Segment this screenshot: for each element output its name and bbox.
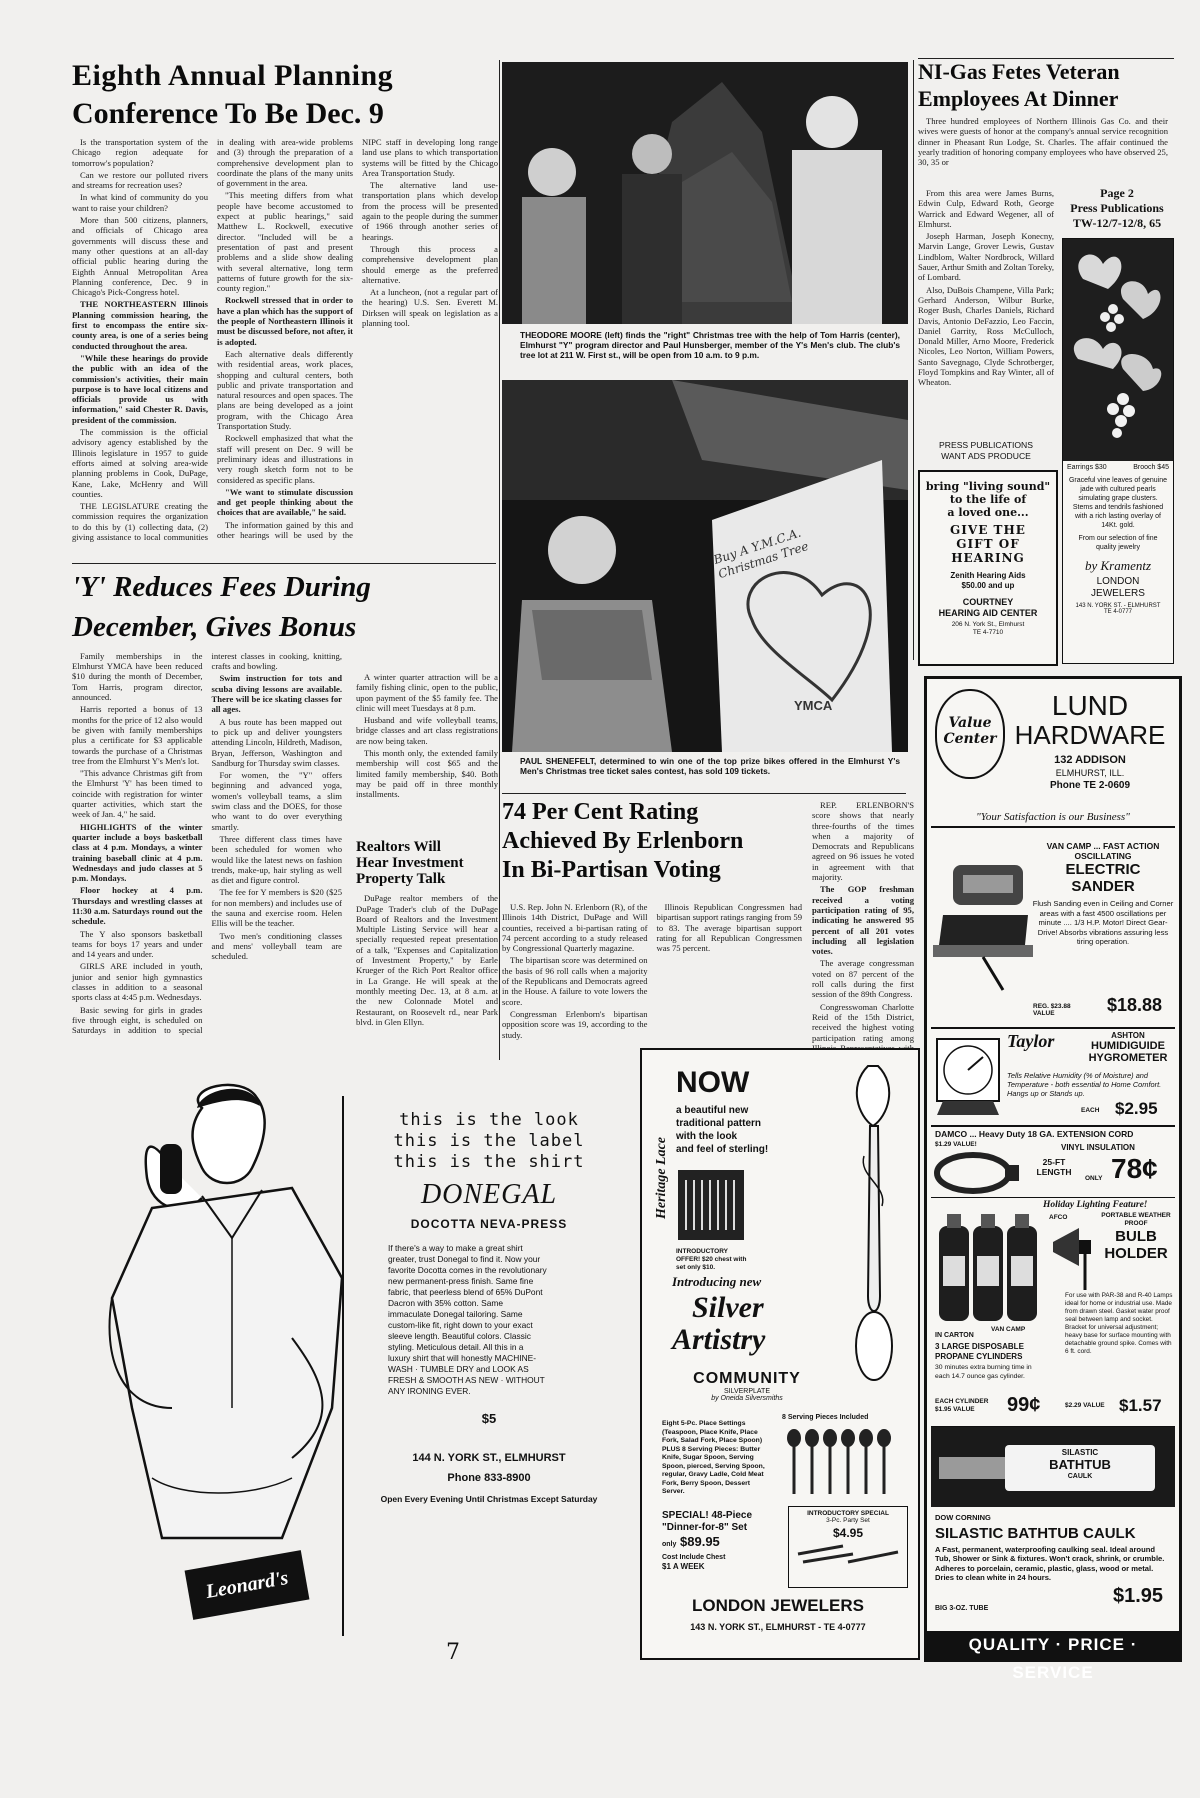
set-description: Eight 5-Pc. Place Settings (Teaspoon, Place Knife, Place Fork, Salad Fork, Place Spoon) PLUS 8 Serving Pieces: Butter Knife, Sugar Spoon, Serving Spoon, pierced, Serving Spoon, regular, Gravy Ladle, Cold Meat Fork, Berry Spoon, Dessert Server. [662, 1420, 765, 1495]
label-line: this is the label [393, 1131, 585, 1151]
leonards-phone: Phone 833-8900 [447, 1472, 531, 1484]
sander-section [931, 837, 1175, 1029]
hearing-line1: bring "living sound" [925, 480, 1051, 493]
bulb-holder-image [1049, 1222, 1099, 1292]
sander-desc: Flush Sanding even in Ceiling and Corner areas with a fast 4500 oscillations per minute .... 1/3 H.P. Motor! Direct Gear-Drive! Absorbs vibrations assuring less tiring operation. [1032, 899, 1174, 946]
now-heading: NOW [676, 1066, 750, 1099]
realtors-headline-line1: Realtors Will [356, 839, 441, 855]
vine-leaf-jewelry-image [1063, 239, 1173, 461]
realtors-headline-line3: Property Talk [356, 870, 446, 887]
look-line: this is the look [399, 1110, 579, 1130]
nigas-footer [918, 440, 1054, 466]
folio-publication: Press Publications [1070, 201, 1164, 215]
bulb-title1: BULB [1115, 1228, 1157, 1245]
ymca-headline-line1: 'Y' Reduces Fees During [72, 571, 371, 603]
planning-headline-line2: Conference To Be Dec. 9 [72, 96, 384, 130]
erlenborn-headline-line3: In Bi-Partisan Voting [502, 857, 721, 884]
special-only: only [662, 1541, 677, 1548]
taylor-logo: Taylor [1007, 1031, 1055, 1051]
now-line4: and feel of sterling! [676, 1144, 769, 1155]
hearing-aid-ad [918, 470, 1058, 666]
silver-title: Silver [692, 1291, 764, 1324]
leonards-address: 144 N. YORK ST., ELMHURST [412, 1452, 566, 1464]
hyg-title2: HYGROMETER [1088, 1052, 1168, 1064]
lund-phone: Phone TE 2-0609 [1049, 780, 1131, 791]
lund-slogan: "Your Satisfaction is our Business" [931, 811, 1175, 828]
hygrometer-image [933, 1035, 1003, 1119]
ymca-sign-text: YMCA [794, 698, 833, 713]
man-on-phone-illustration [92, 1078, 352, 1548]
silver-address: 143 N. YORK ST., ELMHURST - TE 4-0777 [690, 1622, 866, 1632]
propane-bulb-section [931, 1197, 1175, 1428]
extension-cord-section [931, 1127, 1175, 1197]
hyg-title1: HUMIDIGUIDE [1091, 1040, 1165, 1052]
caulk-brand: DOW CORNING [935, 1513, 991, 1522]
realtors-headline-line2: Hear Investment [356, 854, 464, 871]
bulb-sub: PORTABLE WEATHER PROOF [1101, 1212, 1171, 1227]
bulb-brand: AFCO [1049, 1214, 1068, 1221]
community-brand: COMMUNITY [693, 1370, 801, 1387]
ymca-continued: A winter quarter attraction will be a family fishing clinic, open to the public, upon payment of the $5 family fee. The clinic will meet Tuesdays at 8 p.m. Husband and wife volleyball teams, bridge classes and art class registrations are now being taken. This month only, the extended family membership will cost $65 and the limited family membership, $40. Both may be paid off in three monthly installments. [356, 672, 498, 800]
now-line2: traditional pattern [676, 1118, 762, 1129]
lund-hardware-ad [924, 676, 1182, 1682]
hearing-address: 206 N. York St., Elmhurst [951, 621, 1025, 628]
cord-image [933, 1151, 1023, 1195]
folio-edition: TW-12/7-12/8, 65 [1072, 216, 1162, 230]
nigas-intro: Three hundred employees of Northern Illinois Gas Co. and their wives were guests of honor at the company's annual service recognition dinner in Pheasant Run Lodge, St. Charles. The affair continued the yearly tradition of honoring company employees who have observed 25, 30, 35 or [918, 116, 1168, 168]
special-line1: SPECIAL! 48-Piece [662, 1510, 753, 1521]
courtney-name: COURTNEY [962, 597, 1014, 607]
zenith-aids: Zenith Hearing Aids [950, 571, 1026, 580]
rule-photo-bottom [502, 793, 906, 794]
now-line3: with the look [676, 1131, 738, 1142]
ymca-body: Family memberships in the Elmhurst YMCA have been reduced $10 during the month of December, Tom Harris, program director, announced. Harris reported a bonus of 13 months for the price of 12 also would be given with family memberships plus a certificate for $3 applicable towards the purchase of a Christmas tree from the Elmhurst Y's Men's lot. "This advance Christmas gift from the Elmhurst 'Y' has been timed to coincide with registration for winter quarter activities, which start the week of Jan. 4," he said. HIGHLIGHTS of the winter quarter include a boys basketball class at 4 p.m. Mondays, a winter training baseball clinic at 4 p.m. Wednesdays and judo classes at 5 p.m. Mondays. Floor hockey at 4 p.m. Thursdays and wrestling classes at 11:30 a.m. Saturdays round out the schedule. The Y also sponsors basketball teams for boys 17 years and under and 14 years and under. GIRLS ARE included in youth, junior and senior high gymnastics classes in addition to a seasonal sports class at 4:45 p.m. Wednesdays. Basic sewing for girls in grades five through eight, is scheduled on Saturdays in addition to special interest classes in cooking, knitting, crafts and bowling. Swim instruction for tots and scuba diving lessons are available. There will be ice skating classes for all ages. A bus route has been mapped out to pick up and deliver youngsters attending Lincoln, Hildreth, Madison, Bryan, Jefferson, Washington and Sandburg for Thursday swim classes. For women, the "Y" offers beginning and advanced yoga, women's volleyball teams, a slim swim class and the DOES, for those who want to do over everything smartly. Three different class times have been scheduled for women who would like the latest news on fashion trends, make-up, hair styling as well as diet and figure control. The fee for Y members is $20 ($25 for non members) and includes use of the sauna and exercise room. Helen Ellis will be the teacher. Two men's conditioning classes and mens' volleyball team are scheduled. [72, 650, 342, 1036]
propane-brand: VAN CAMP [991, 1326, 1026, 1333]
brooch-price: Brooch $45 [1133, 464, 1169, 471]
page-folio [1058, 186, 1176, 234]
special-terms1: Cost Include Chest [662, 1554, 726, 1561]
leonards-logo-text: Leonard's [204, 1566, 290, 1604]
photo1-caption: THEODORE MOORE (left) finds the "right" Christmas tree with the help of Tom Harris (center), Elmhurst "Y" program director and Paul Hunsberger, member of the Y's Men's club. The club's tree lot at 211 W. First st., will be open from 10 a.m. to 9 p.m. [520, 330, 900, 360]
cord-value: $1.29 VALUE! [935, 1141, 977, 1148]
realtors-article [356, 840, 498, 1076]
hearing-line2: to the life of [949, 493, 1027, 506]
donegal-price: $5 [481, 1411, 497, 1426]
caulk-size: BIG 3-OZ. TUBE [935, 1605, 989, 1612]
lund-address1: 132 ADDISON [1054, 754, 1126, 766]
sander-title1: ELECTRIC [1065, 861, 1141, 878]
cord-title: DAMCO ... Heavy Duty 18 GA. EXTENSION CORD [935, 1129, 1134, 1139]
cord-only: ONLY [1085, 1175, 1103, 1182]
value-center-badge: Value Center [935, 689, 1005, 779]
bulb-desc: For use with PAR-38 and R-40 Lamps ideal for home or industrial use. Made from drawn steel. Gasket water proof seal between lamp and socket. Bracket for universal adjustment; heavy base for surface mounting with detachable ground spike. Comes with 6 ft. cord. [1065, 1292, 1173, 1355]
artistry-title: Artistry [672, 1323, 766, 1356]
nigas-body: From this area were James Burns, Edwin Culp, Edward Roth, George Warrick and Edward Wegener, all of Elmhurst. Joseph Harman, Joseph Konecny, Marvin Lange, Grover Lewis, Gustav Lindblom, Walter Nordbrock, Willard Sauer, Arthur Smith and Zoltan Toreky, of Lombard. Also, DuBois Champene, Villa Park; Gerhard Anderson, Wilbur Burke, Roger Bush, Charles Daniels, Richard Davis, Antonio DeFazzio, Leo Faccin, Daniel Garrity, Ross McCulloch, Donald Miller, Arno Moore, Frederick Nicoles, Leo Norton, William Powers, Santo Savegnago, Clyde Schrotberger, Floyd Tompkins and Ray Winter, all of Wheaton. [918, 188, 1054, 388]
propane-desc: 30 minutes extra burning time in each 14.7 ounce gas cylinder. [935, 1364, 1032, 1380]
leonards-copy [342, 1096, 634, 1636]
earrings-price: Earrings $30 [1067, 464, 1107, 471]
leonards-ad [72, 1078, 632, 1638]
hearing-center-name: HEARING AID CENTER [938, 608, 1038, 618]
silverplate: SILVERPLATE [723, 1388, 771, 1395]
bulb-reg: $2.29 VALUE [1065, 1402, 1105, 1409]
lund-footer: QUALITY · PRICE · SERVICE [927, 1631, 1179, 1659]
docotta-product: DOCOTTA NEVA-PRESS [410, 1217, 568, 1231]
shirt-line: this is the shirt [393, 1152, 585, 1172]
serving-pieces: 8 Serving Pieces Included [782, 1414, 869, 1421]
lund-name: LUND [1051, 690, 1129, 721]
introducing-new: Introducing new [672, 1274, 762, 1289]
bulb-title2: HOLDER [1104, 1245, 1168, 1262]
hyg-price: $2.95 [1115, 1099, 1158, 1118]
erlenborn-headline-line2: Achieved By Erlenborn [502, 828, 744, 855]
hearing-hearing: HEARING [951, 551, 1025, 565]
sander-sub: OSCILLATING [1074, 851, 1132, 861]
propane-title2: PROPANE CYLINDERS [935, 1352, 1023, 1361]
propane-cylinders-image [933, 1206, 1043, 1326]
party-set-image [793, 1540, 903, 1568]
caulk-title: SILASTIC BATHTUB CAULK [935, 1525, 1136, 1542]
planning-body: Is the transportation system of the Chicago region adequate for tomorrow's population? Can we restore our polluted rivers and streams for recreation uses? In what kind of community do you want to raise your children? More than 500 citizens, planners, and officials of Chicago area governments will discuss these and many other questions at an all-day official public hearing during the Eighth Annual Metropolitan Area Planning conference, Dec. 9 in Chicago's Pick-Congress hotel. THE NORTHEASTERN Illinois Planning commission hearing, the first to encompass the entire six-county area, is one of a series being conducted throughout the area. "While these hearings do provide the public with an idea of the commission's activities, their main purpose is to have local citizens and officials provide us with information," said Chester R. Davis, president of the commission. The commission is the official advisory agency established by the Illinois legislature in 1957 to guide efforts aimed at solving area-wide planning problems in Cook, DuPage, Kane, Lake, McHenry and Will counties. THE LEGISLATURE creating the commission requires the organization to do this by (1) collecting data, (2) giving assistance to local communities in dealing with area-wide problems and (3) through the preparation of a comprehensive development plan to coordinate the plans of the many units of government in the area. "This meeting differs from what people have become accustomed to expect at public hearings," said Matthew L. Rockwell, executive director. "Included will be a presentation of past and present problems and a slide show dealing with several alternative, long term patterns of future growth for the six-county region." Rockwell stressed that in order to have a plan which has the support of the people of Northeastern Illinois it must be discussed before, not after, it is adopted. Each alternative deals differently with residential areas, work places, shopping and cultural centers, both public and private transportation and natural resources and open spaces. The plans are being developed as a joint program, with the Chicago Area Transportation Study. Rockwell emphasized that what the staff will present on Dec. 9 will be preliminary ideas and illustrations in very rough sketch form not to be considered as specific plans. "We want to stimulate discussion and get people thinking about the choices that are available," he said. The information gained by this and other hearings will be used by the NIPC staff in developing long range land use plans to which transportation systems will be fitted by the Chicago Area Transportation Study. The alternative land use-transportation plans which develop from the process will be presented again to the people during the summer of 1966 through another series of hearings. Through this process a comprehensive development plan should emerge as the preferred alternative. At a luncheon, (not a regular part of the hearing) U.S. Sen. Everett M. Dirksen will speak on legislation as a planning tool. [72, 137, 498, 542]
hearing-give: GIVE THE [950, 523, 1026, 537]
hearing-price: $50.00 and up [961, 581, 1015, 590]
party-set: 3-Pc. Party Set [826, 1517, 870, 1524]
erlenborn-headline-line1: 74 Per Cent Rating [502, 799, 699, 825]
realtors-body: DuPage realtor members of the DuPage Trader's club of the DuPage Board of Realtors and the Investment Multiple Listing Service will hear a specially requested repeat presentation of a talk, "Expenses and Capitalization of Investment Property," by Earle Krueger of the Rich Port Realtor office in La Grange. He will speak at the monthly meeting Dec. 13, at 8 a.m. at the new Colonnade Motel and Restaurant, on Roosevelt rd., near Park blvd. in Glen Ellyn. [356, 893, 498, 1027]
jewelry-address: 143 N. YORK ST. - ELMHURST [1075, 603, 1161, 609]
ymca-boy-photo [502, 380, 908, 752]
serving-pieces-image [784, 1428, 904, 1498]
now-line1: a beautiful new [676, 1105, 749, 1116]
photo2-caption: PAUL SHENEFELT, determined to win one of the top prize bikes offered in the Elmhurst Y's Men's Christmas tree ticket sales contest, has sold 109 tickets. [520, 756, 900, 776]
oneida-by: by Oneida Silversmiths [711, 1395, 783, 1402]
caulk-tube-line2: BATHTUB [1049, 1457, 1111, 1472]
jewelry-phone: TE 4-0777 [1103, 609, 1133, 615]
caulk-desc: A Fast, permanent, waterproofing caulking seal. Ideal around Tub, Shower or Sink & fixtures. Won't crack, shrink, or crumble. Adheres to porcelain, ceramic, plastic, glass, wood or metal. Dries to clean white in 24 hours. [935, 1545, 1165, 1583]
offer-line1: INTRODUCTORY [676, 1248, 728, 1255]
hearing-phone: TE 4-7710 [972, 629, 1004, 636]
nigas-headline-line1: NI-Gas Fetes Veteran [918, 59, 1120, 84]
propane-each: EACH CYLINDER $1.95 VALUE [935, 1398, 989, 1413]
sander-image [933, 845, 1033, 995]
party-set-box [788, 1506, 908, 1588]
page-number-bottom: 7 [446, 1640, 460, 1665]
offer-line2: OFFER! $20 chest with set only $10. [676, 1256, 747, 1271]
hyg-brand: ASHTON [1111, 1031, 1145, 1040]
planning-article [72, 60, 498, 560]
nigas-headline-line2: Employees At Dinner [918, 86, 1119, 112]
ornate-spoon-image [838, 1056, 908, 1386]
jewelry-description: Graceful vine leaves of genuine jade with cultured pearls simulating grape clusters. Stems and tendrils fashioned with a rich lasting overlay of 14Kt. gold. [1068, 477, 1168, 529]
sander-title2: SANDER [1071, 878, 1135, 895]
special-line2: "Dinner-for-8" Set [662, 1522, 748, 1533]
caulk-tube-line1: SILASTIC [1061, 1448, 1099, 1457]
footer-line2: WANT ADS PRODUCE [941, 451, 1031, 461]
hygrometer-section [931, 1029, 1175, 1127]
propane-in-carton: IN CARTON [935, 1332, 974, 1339]
jewelry-brand: by Kramentz [1084, 558, 1152, 573]
footer-line1: PRESS PUBLICATIONS [939, 440, 1033, 450]
hearing-gift: GIFT OF [956, 537, 1020, 551]
heritage-lace-vertical: Heritage Lace [654, 1136, 669, 1220]
donegal-description: If there's a way to make a great shirt greater, trust Donegal to find it. Now your favorite Docotta comes in the revolutionary new permanent-press finish. Same fine fabric, that peerless blend of 65% DuPont Dacron with 35% cotton. Same immaculate Donegal tailoring. Same custom-like fit, right down to your exact sleeve length. Beautiful colors. Classic styling. Meticulous detail. All this in a luxury shirt that will honestly MACHINE-WASH · TUMBLE DRY and LOOK AS FRESH & SMOOTH AS NEW · WITHOUT ANY IRONING EVER. [388, 1243, 547, 1396]
sander-price: $18.88 [1107, 995, 1163, 1015]
intro-special: INTRODUCTORY SPECIAL [807, 1510, 889, 1517]
holiday-feature: Holiday Lighting Feature! [1043, 1200, 1148, 1210]
special-price: $89.95 [680, 1534, 720, 1549]
folio-page: Page 2 [1100, 186, 1134, 200]
hyg-desc: Tells Relative Humidity (% of Moisture) and Temperature - both essential to Home Comfort. Hangs up or Stands up. [1007, 1071, 1162, 1098]
planning-headline-line1: Eighth Annual Planning [72, 59, 394, 92]
silver-artistry-ad [640, 1048, 920, 1660]
ymca-boy-photo-image [502, 380, 908, 752]
sander-top: VAN CAMP ... FAST ACTION [1046, 841, 1160, 851]
caulk-tube-image [931, 1427, 1175, 1507]
rule-nigas-top [918, 58, 1174, 59]
caulk-tube-line3: CAULK [1067, 1473, 1093, 1480]
cord-price: 78¢ [1111, 1153, 1158, 1184]
ymca-sign-script: Buy A Y.M.C.A. Christmas Tree [711, 525, 811, 582]
christmas-tree-photo [502, 62, 908, 324]
hearing-line3: a loved one... [947, 506, 1029, 519]
london-jewelers-name: LONDON JEWELERS [1091, 576, 1145, 599]
propane-title1: 3 LARGE DISPOSABLE [935, 1342, 1024, 1351]
cord-length: 25-FT LENGTH [1036, 1157, 1072, 1177]
bulb-price: $1.57 [1119, 1396, 1162, 1415]
sander-reg: REG. $23.88 VALUE [1033, 1003, 1071, 1017]
column-rule-right [913, 60, 914, 660]
jewelry-sub: From our selection of fine quality jewelry [1078, 535, 1158, 551]
rule-planning-bottom [72, 563, 496, 564]
silver-store: LONDON JEWELERS [692, 1596, 864, 1615]
party-set-price: $4.95 [832, 1526, 864, 1540]
caulk-price: $1.95 [1113, 1585, 1164, 1607]
hyg-each: EACH [1081, 1107, 1100, 1114]
cord-insulation: VINYL INSULATION [1061, 1143, 1135, 1152]
leonards-hours: Open Every Evening Until Christmas Except Saturday [380, 1494, 598, 1504]
erlenborn-body-main: U.S. Rep. John N. Erlenborn (R), of the Illinois 14th District, DuPage and Will counties, received a bi-partisan rating of 74 percent according to a study released by Congressional Quarterly magazine. The bipartisan score was determined on the basis of 96 roll calls when a majority of the Republicans and Democrats agreed in the House. A failure to vote lowers the score. Congressman Erlenborn's bipartisan opposition score was 19, according to the study. Illinois Republican Congressmen had bipartisan support ratings ranging from 59 to 83. The average bipartisan support rating for all Republican Congressmen was 75 percent. [502, 902, 802, 1040]
special-terms2: $1 A WEEK [662, 1562, 705, 1571]
hardware-name: HARDWARE [1014, 720, 1166, 750]
lund-address2: ELMHURST, ILL. [1055, 768, 1125, 778]
column-rule-left [499, 60, 500, 1060]
erlenborn-body-right: REP. ERLENBORN'S score shows that nearly three-fourths of the times when a majority of Democrats and Republicans agreed on 96 issues he voted in agreement with that majority. The GOP freshman received a voting participation rating of 95, indicating he answered 95 percent of all 201 votes including all legislation votes. The average congressman voted on 87 percent of the roll calls during the first session of the 89th Congress. Congresswoman Charlotte Reid of the 15th District, received the highest voting participation rating among [812, 800, 914, 1043]
jewelry-photo [1063, 239, 1173, 461]
propane-price: 99¢ [1007, 1394, 1041, 1416]
jade-jewelry-ad [1062, 238, 1174, 664]
leonards-logo [185, 1550, 310, 1620]
christmas-tree-photo-image [502, 62, 908, 324]
donegal-brand: DONEGAL [420, 1179, 558, 1210]
ymca-headline-line2: December, Gives Bonus [72, 611, 357, 644]
